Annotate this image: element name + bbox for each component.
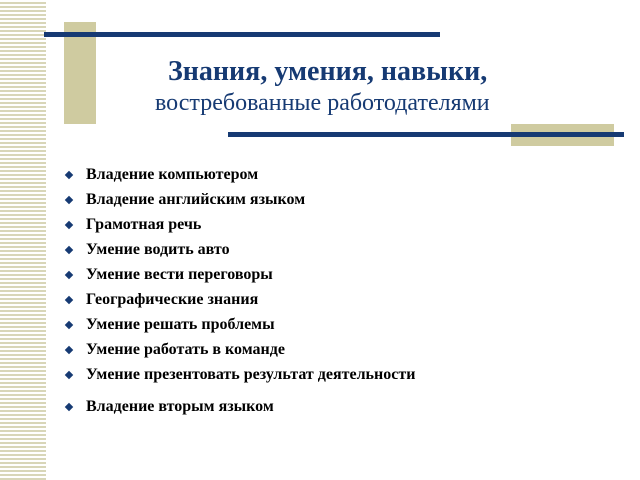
list-item-text: Географические знания — [86, 290, 259, 308]
diamond-bullet-icon — [65, 195, 73, 203]
list-item-text: Грамотная речь — [86, 215, 202, 233]
diamond-bullet-icon — [65, 402, 73, 410]
diamond-bullet-icon — [65, 370, 73, 378]
list-item — [64, 262, 415, 287]
diamond-bullet-icon — [65, 270, 73, 278]
diamond-bullet-icon — [65, 245, 73, 253]
list-item-text: Умение работать в команде — [86, 340, 285, 358]
list-item — [64, 312, 415, 337]
list-item — [64, 237, 415, 262]
list-item-text: Умение водить авто — [86, 240, 230, 258]
list-item — [64, 337, 415, 362]
skills-list — [64, 162, 415, 419]
list-item — [64, 394, 415, 419]
diamond-bullet-icon — [65, 345, 73, 353]
decorative-stripes — [0, 0, 46, 480]
diamond-bullet-icon — [65, 295, 73, 303]
decorative-line-top — [44, 32, 440, 37]
decorative-line-bottom — [228, 132, 624, 137]
list-item — [64, 162, 415, 187]
diamond-bullet-icon — [65, 170, 73, 178]
slide-title: Знания, умения, навыки, — [168, 56, 488, 87]
list-item — [64, 287, 415, 312]
diamond-bullet-icon — [65, 220, 73, 228]
diamond-bullet-icon — [65, 320, 73, 328]
list-item-text: Умение вести переговоры — [86, 265, 273, 283]
slide-subtitle: востребованные работодателями — [155, 90, 490, 116]
list-item-text: Умение презентовать результат деятельности — [86, 365, 416, 383]
list-item — [64, 212, 415, 237]
list-item — [64, 362, 415, 387]
list-item-text: Владение компьютером — [86, 165, 259, 183]
list-item-text: Умение решать проблемы — [86, 315, 275, 333]
decorative-block-left — [64, 22, 96, 124]
list-item-text: Владение вторым языком — [86, 397, 274, 415]
list-item — [64, 187, 415, 212]
list-item-text: Владение английским языком — [86, 190, 306, 208]
